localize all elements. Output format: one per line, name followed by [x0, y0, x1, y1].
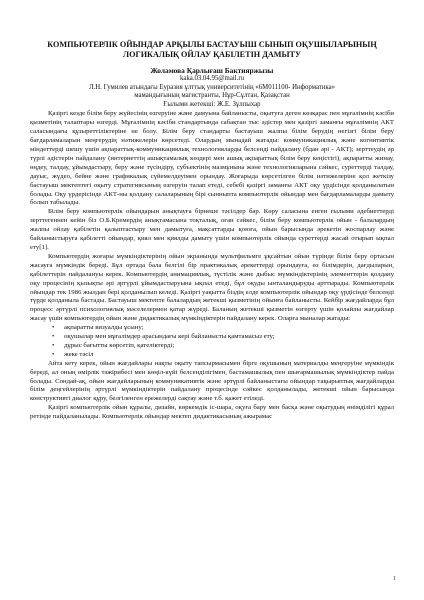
- body-paragraph-2: Білім беру компьютерлік ойындарын анықтауға бірнеше тәсілдер бар. Көру саласына енген ғылыми әдебиеттерді зерттегеннен кейін біз О.Б.Кремердің анықтамасына тоқталық, оған сәйкес, білім беру компьютерлік ойын - балалардың жалпы ойлау қабілетін қалыптастыру мен дамытуға, мақсаттарды қоюға, ойын барысында әрекетін жоспарлау және байланыстыруға қабілетті ойындар, қиял мен қиялды дамыту үшін компьютерлік ойында суреттерді жасай отырып ықпал ету[1].: [30, 208, 394, 251]
- page-number: 1: [393, 576, 396, 582]
- feature-bullet-list: [30, 324, 394, 360]
- list-item: • оқушылар мен мұғалімдер арасындағы кері байланысты қамтамасыз ету;: [64, 333, 394, 342]
- list-item: • жеке тәсіл: [64, 351, 394, 360]
- paper-title: КОМПЬЮТЕРЛІК ОЙЫНДАР АРҚЫЛЫ БАСТАУЫШ СЫНЫП ОҚУШЫЛАРЫНЫҢ ЛОГИКАЛЫҚ ОЙЛАУ ҚАБІЛЕТІН ДАМЫТУ: [47, 40, 377, 59]
- article-body: [30, 110, 394, 422]
- affiliation-line-2: мамандығының магистранты, Нұр-Сұлтан, Қазақстан: [134, 92, 290, 100]
- body-paragraph-5: Қазіргі компьютерлік ойын құралы, дизайн, көркемдік іс-шара, оқуға бару мен басқа және оқытудың өнімділігі құрал ретінде пайдаланылады. Компьютерлік ойындар мектеп дидактикасының ажырамас: [30, 404, 394, 421]
- list-item: • дұрыс бағытты көрсетіп, қателіктерді;: [64, 342, 394, 351]
- body-paragraph-1: Қазіргі кезде білім беру жүйесінің өзгеруіне және дамуына байланысты, оқытуға деген көзқарас пен мұғалімнің кәсіби қызметінің талаптары өзгерді. Мұғалімнің кәсіби стандартында сабақтан тыс әдістер мен қазіргі заманғы мұғалімнің АКТ саласындағы құзыреттіліктеріне не болу. Білім беру стандарты бастауыш жалпы білім берудің негізгі білім беру бағдарламаларын меңгерудің нәтижелерін көрсетеді. Олардың мынадай жатады: коммуникациялық және когнитивтік міндеттерді шешу үшін ақпараттық-коммуникациялық технологияларды белсенді пайдалану (бдан әрі - АКТ); зерттеудің әр түрлі әдістерін пайдалану (интернеттің ашықтамалық көздері мен ашық ақпараттық білім беру кеңістігі), ақпаратты жинау, өңдеу, талдау, ұйымдастыру, беру және түсіндіру, субъектінің мазмұнына және технологияларына сәйкес, суреттерді талдау, дауыс, жүдео, бейне және графикалық сүйемелдеуімен орындау. Жоғарыда көрсетілген білім нәтижелеріне қол жеткізу бастауыш мектептегі оқыту стратегиясының өзгеруін талап етеді, себебі қазіргі заманғы АКТ оқу үрдісінде қолданылатын болады. Оқу үрдерісінде АКТ-ны қолдану салаларының бірі сынныпта компьютерлік ойындар мен бағдарламаларды дамыту болып табылады.: [30, 110, 394, 207]
- author-name: Жоламова Қарлығаш Бактияржызы: [150, 66, 274, 75]
- body-paragraph-3: Компьютердің жоғары мүмкіндіктерінің ойын экранында мультфильмге ұқсайтын ойын түрінде білім беру ортасын жасауға мүмкіндік береді. Бұл ортада бала белгілі бір практикалық әрекеттерді орындауға, өз білімдерін, дағдыларын, қабілеттерін пайдалануы керек. Компьютердің анимациялық, түстілік және дыбыс мүмкіндіктерінің элементтерін қолдану оқу процесінің қызықты әрі әртүрлі ұйымдастыруына ықпал етеді, бұл оқуды ынталандыруды арттырады. Компьютерлік ойындар тек 1986 жылдан бері қолданылып келеді. Қазіргі уақытта біздің елде компьютерлік ойындар оқу үрдісінде белсенді түрде қолданыла бастады. Бастауыш мектепте балалардың жетекші қызметінің ойынға байланысты. Кейбір жағдайларда бұл процесс әртүрлі психологиялық мәселелермен қатар жүреді. Баланың жетекші қызметін өзгерту үшін қолайлы жағдайлар жасау үшін компьютердің ойын және дидактикалық мүмкіндіктерін пайдалану керек. Оларға мыналар жатады:: [30, 252, 394, 323]
- affiliation-line-1: Л.Н. Гумилев атындағы Еуразия ұлттық университетінің «6М011100- Информатика»: [88, 83, 336, 91]
- author-email: kaka.03.04.95@mail.ru: [179, 75, 245, 82]
- scientific-advisor: Ғылыми жетекші: Ж.Е. Зұлпыхар: [163, 100, 261, 108]
- list-item: • ақпаратты визуалды ұсыну;: [64, 324, 394, 333]
- body-paragraph-4: Айта кету керек, ойын жағдайлары нақты оқыту тапсырмасымен бірге оқушының материалды меңгеруіне мүмкіндік береді, ал оның өмірлік тәжірибесі мен көңіл-күйі белсенділігімен, бастамашылық пен шығармашылық мүмкіндіктер пайда болады. Сондай-ақ, ойын жағдайларының коммуникативтік және әртүрлі байланыстағы ойындар тақырыптық жағдайларды білім деңгейлерінің әртүрлі мүмкіндіктерін пайдалану процесінде сәйкес қолданылады, жетекші ойын барысында конструктивті диалог құру, белгіленген ережелерді сақтау және т.б. қажет етіледі.: [30, 359, 394, 403]
